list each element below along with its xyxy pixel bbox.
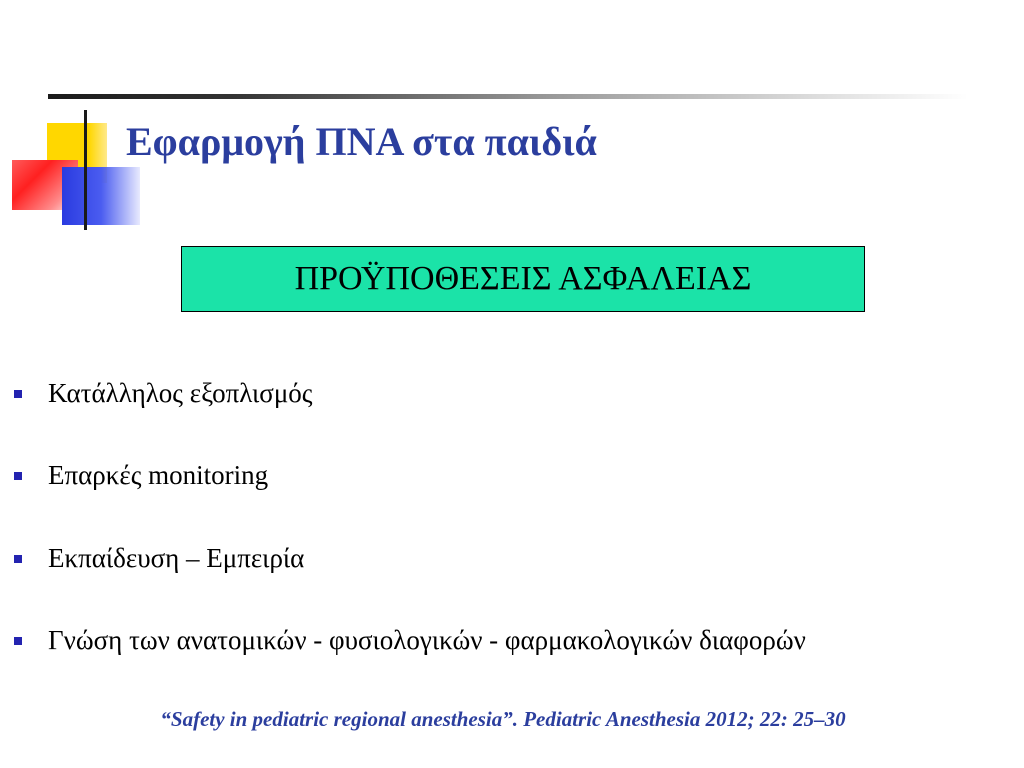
bullet-text: Κατάλληλος εξοπλισμός (48, 378, 313, 408)
list-item (14, 378, 313, 409)
title-underline-rule (48, 94, 968, 99)
list-item (14, 543, 304, 574)
bullet-text: Εκπαίδευση – Εμπειρία (48, 543, 305, 573)
square-bullet-icon (14, 637, 22, 645)
safety-requirements-banner: ΠΡΟΫΠΟΘΕΣΕΙΣ ΑΣΦΑΛΕΙΑΣ (181, 246, 865, 312)
list-item (14, 460, 268, 491)
citation: “Safety in pediatric regional anesthesia”. Pediatric Anesthesia 2012; 22: 25–30 (160, 707, 846, 731)
square-bullet-icon (14, 472, 22, 480)
vertical-rule (84, 110, 87, 230)
blue-square (62, 167, 140, 225)
bullet-text: Επαρκές monitoring (48, 460, 269, 490)
slide-title: Εφαρμογή ΠΝΑ στα παιδιά (126, 119, 597, 164)
list-item (14, 625, 806, 656)
square-bullet-icon (14, 390, 22, 398)
square-bullet-icon (14, 555, 22, 563)
bullet-text: Γνώση των ανατομικών - φυσιολογικών - φαρμακολογικών διαφορών (48, 625, 806, 655)
